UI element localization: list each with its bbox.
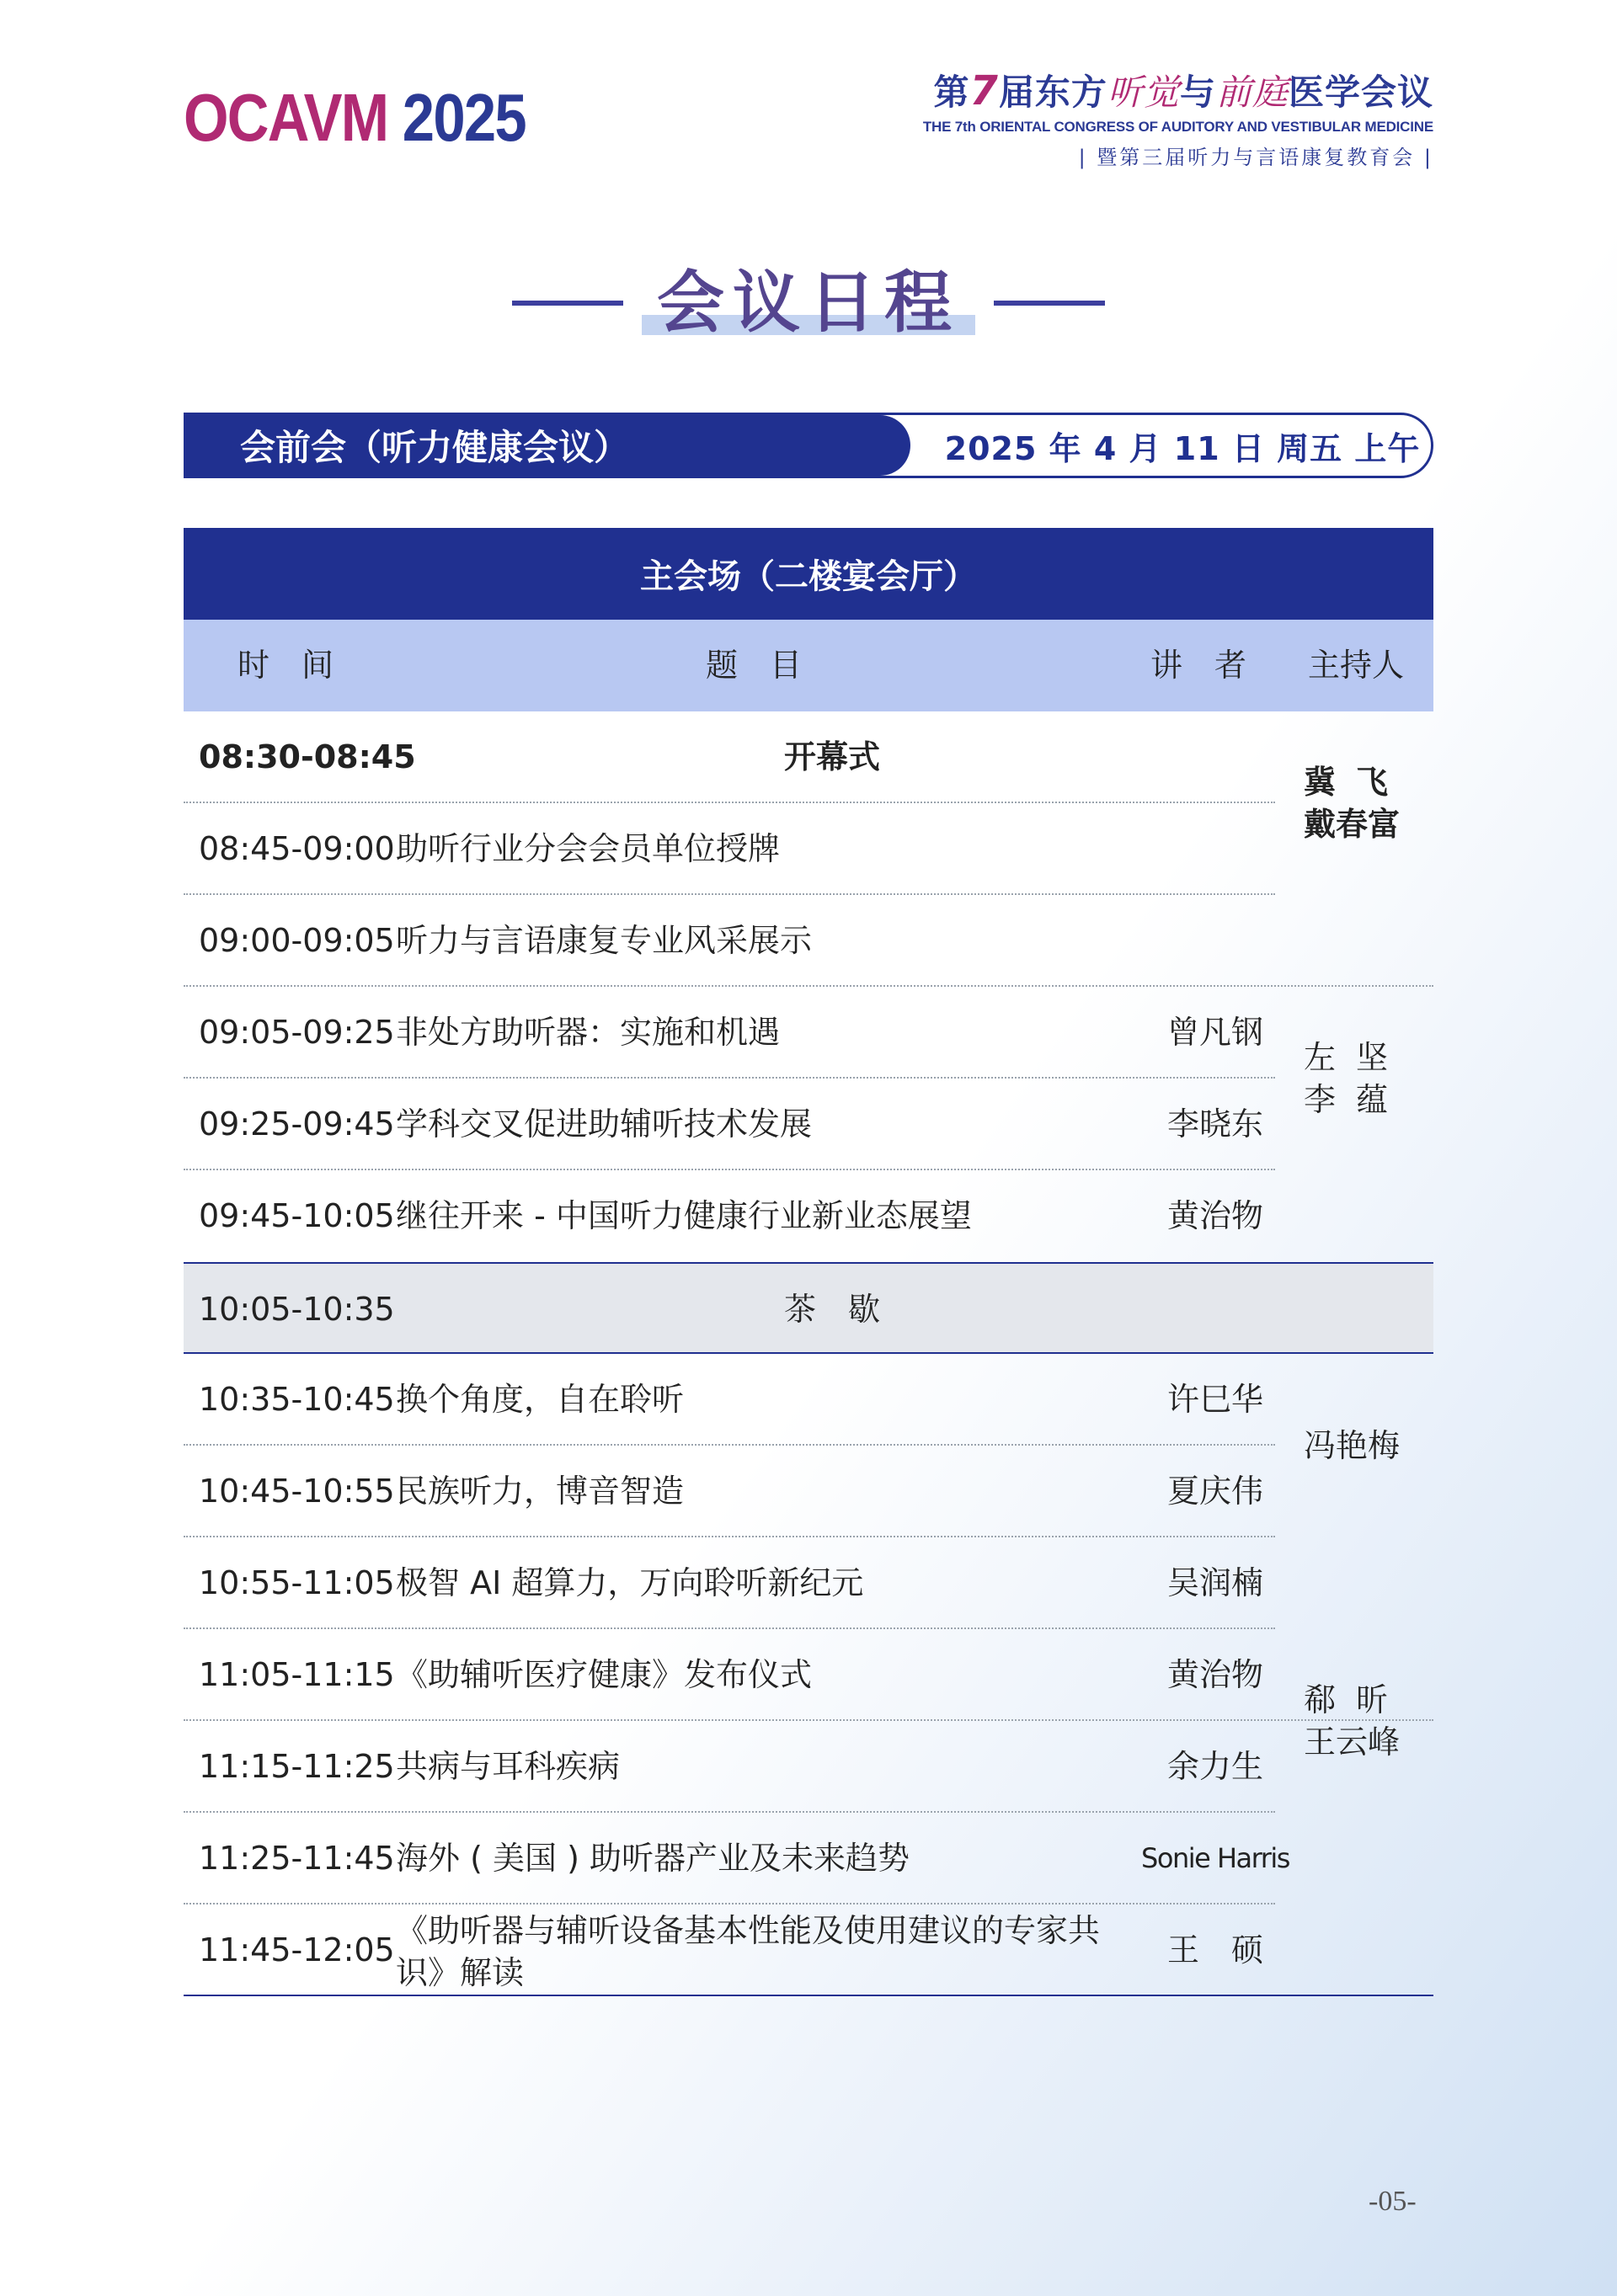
host-name: 冀飞 bbox=[1304, 764, 1409, 801]
header-topic: 题 目 bbox=[706, 647, 803, 684]
logo-ocavm: OCAVM bbox=[184, 80, 388, 155]
host-name: 左坚 bbox=[1304, 1039, 1409, 1076]
row-speaker: 黄治物 bbox=[1166, 1197, 1263, 1234]
table-row bbox=[184, 987, 1433, 1079]
page-number: -05- bbox=[1369, 2186, 1417, 2217]
row-time: 09:45-10:05 bbox=[199, 1197, 395, 1234]
schedule-table bbox=[184, 528, 1433, 1996]
row-divider bbox=[184, 1995, 1433, 1996]
row-topic: 《助辅听医疗健康》发布仪式 bbox=[396, 1656, 813, 1693]
section-title-text: 会议日程 bbox=[657, 264, 960, 342]
venue-header: 主会场（二楼宴会厅） bbox=[184, 528, 1433, 620]
row-topic: 换个角度，自在聆听 bbox=[396, 1381, 685, 1418]
table-row bbox=[184, 1537, 1433, 1629]
row-speaker: Sonie Harris bbox=[1141, 1842, 1289, 1874]
row-time: 11:15-11:25 bbox=[199, 1748, 395, 1785]
session-bar bbox=[184, 413, 1433, 478]
row-speaker: 许巳华 bbox=[1166, 1381, 1263, 1418]
row-topic: 共病与耳科疾病 bbox=[396, 1748, 621, 1785]
row-time: 11:45-12:05 bbox=[199, 1931, 395, 1968]
row-time: 10:05-10:35 bbox=[199, 1291, 395, 1328]
row-speaker: 余力生 bbox=[1166, 1748, 1263, 1785]
row-speaker: 曾凡钢 bbox=[1166, 1014, 1263, 1051]
table-row bbox=[184, 1629, 1433, 1721]
row-topic: 民族听力，博音智造 bbox=[396, 1473, 685, 1510]
row-topic: 助听行业分会会员单位授牌 bbox=[396, 830, 781, 867]
row-time: 08:30-08:45 bbox=[199, 738, 416, 775]
tea-break-row bbox=[184, 1262, 1433, 1354]
host-name: 冯艳梅 bbox=[1304, 1427, 1401, 1464]
row-topic: 听力与言语康复专业风采展示 bbox=[396, 922, 813, 959]
row-speaker: 吴润楠 bbox=[1166, 1564, 1263, 1601]
title-dash-right bbox=[994, 301, 1105, 306]
row-topic: 开幕式 bbox=[783, 738, 880, 775]
header-time: 时 间 bbox=[237, 647, 334, 684]
row-speaker: 李晓东 bbox=[1166, 1105, 1263, 1143]
table-row bbox=[184, 1904, 1433, 1996]
logo-year: 2025 bbox=[387, 80, 526, 155]
row-topic: 学科交叉促进助辅听技术发展 bbox=[396, 1105, 813, 1143]
table-row bbox=[184, 1354, 1433, 1446]
row-speaker: 黄治物 bbox=[1166, 1656, 1263, 1693]
host-name: 李蕴 bbox=[1304, 1081, 1409, 1118]
header-host: 主持人 bbox=[1308, 647, 1405, 684]
table-row bbox=[184, 1170, 1433, 1262]
row-topic: 《助听器与辅听设备基本性能及使用建议的专家共识》解读 bbox=[396, 1912, 1101, 1991]
row-topic: 海外 ( 美国 ) 助听器产业及未来趋势 bbox=[396, 1840, 910, 1877]
host-cell bbox=[1304, 1629, 1430, 1813]
row-topic: 非处方助听器：实施和机遇 bbox=[396, 1014, 781, 1051]
row-time: 11:25-11:45 bbox=[199, 1840, 395, 1877]
table-row bbox=[184, 1446, 1433, 1537]
row-speaker: 夏庆伟 bbox=[1166, 1473, 1263, 1510]
row-time: 10:35-10:45 bbox=[199, 1381, 395, 1418]
row-time: 10:55-11:05 bbox=[199, 1564, 395, 1601]
session-name: 会前会（听力健康会议） bbox=[186, 415, 910, 476]
host-cell bbox=[1304, 987, 1430, 1170]
host-name: 王云峰 bbox=[1304, 1723, 1401, 1761]
table-row bbox=[184, 1079, 1433, 1170]
table-row bbox=[184, 1721, 1433, 1813]
row-time: 09:25-09:45 bbox=[199, 1105, 395, 1143]
ocavm-logo bbox=[184, 80, 526, 155]
session-date: 2025 年 4 月 11 日 周五 上午 bbox=[944, 429, 1421, 467]
header-speaker: 讲 者 bbox=[1150, 647, 1247, 684]
congress-title-cn: 第7届东方听觉与前庭医学会议 bbox=[933, 67, 1433, 115]
row-time: 09:05-09:25 bbox=[199, 1014, 395, 1051]
row-time: 10:45-10:55 bbox=[199, 1473, 395, 1510]
host-name: 戴春富 bbox=[1304, 806, 1401, 843]
table-row bbox=[184, 1813, 1433, 1904]
row-time: 11:05-11:15 bbox=[199, 1656, 395, 1693]
host-cell bbox=[1304, 711, 1430, 895]
table-row bbox=[184, 711, 1433, 803]
congress-title-en: THE 7th ORIENTAL CONGRESS OF AUDITORY AND VESTIBULAR MEDICINE bbox=[922, 118, 1433, 135]
table-header bbox=[184, 620, 1433, 711]
table-row bbox=[184, 803, 1433, 895]
title-dash-left bbox=[512, 301, 623, 306]
row-topic: 茶 歇 bbox=[783, 1291, 880, 1328]
congress-subtitle: | 暨第三届听力与言语康复教育会 | bbox=[1078, 145, 1433, 169]
row-time: 08:45-09:00 bbox=[199, 830, 395, 867]
host-cell bbox=[1304, 1354, 1430, 1537]
table-row bbox=[184, 895, 1433, 987]
row-time: 09:00-09:05 bbox=[199, 922, 395, 959]
row-speaker: 王 硕 bbox=[1166, 1931, 1263, 1968]
row-topic: 极智 AI 超算力，万向聆听新纪元 bbox=[396, 1564, 864, 1601]
host-name: 郗昕 bbox=[1304, 1681, 1409, 1718]
section-title bbox=[0, 264, 1617, 342]
congress-logo bbox=[894, 69, 1433, 170]
row-topic: 继往开来 - 中国听力健康行业新业态展望 bbox=[396, 1197, 972, 1234]
